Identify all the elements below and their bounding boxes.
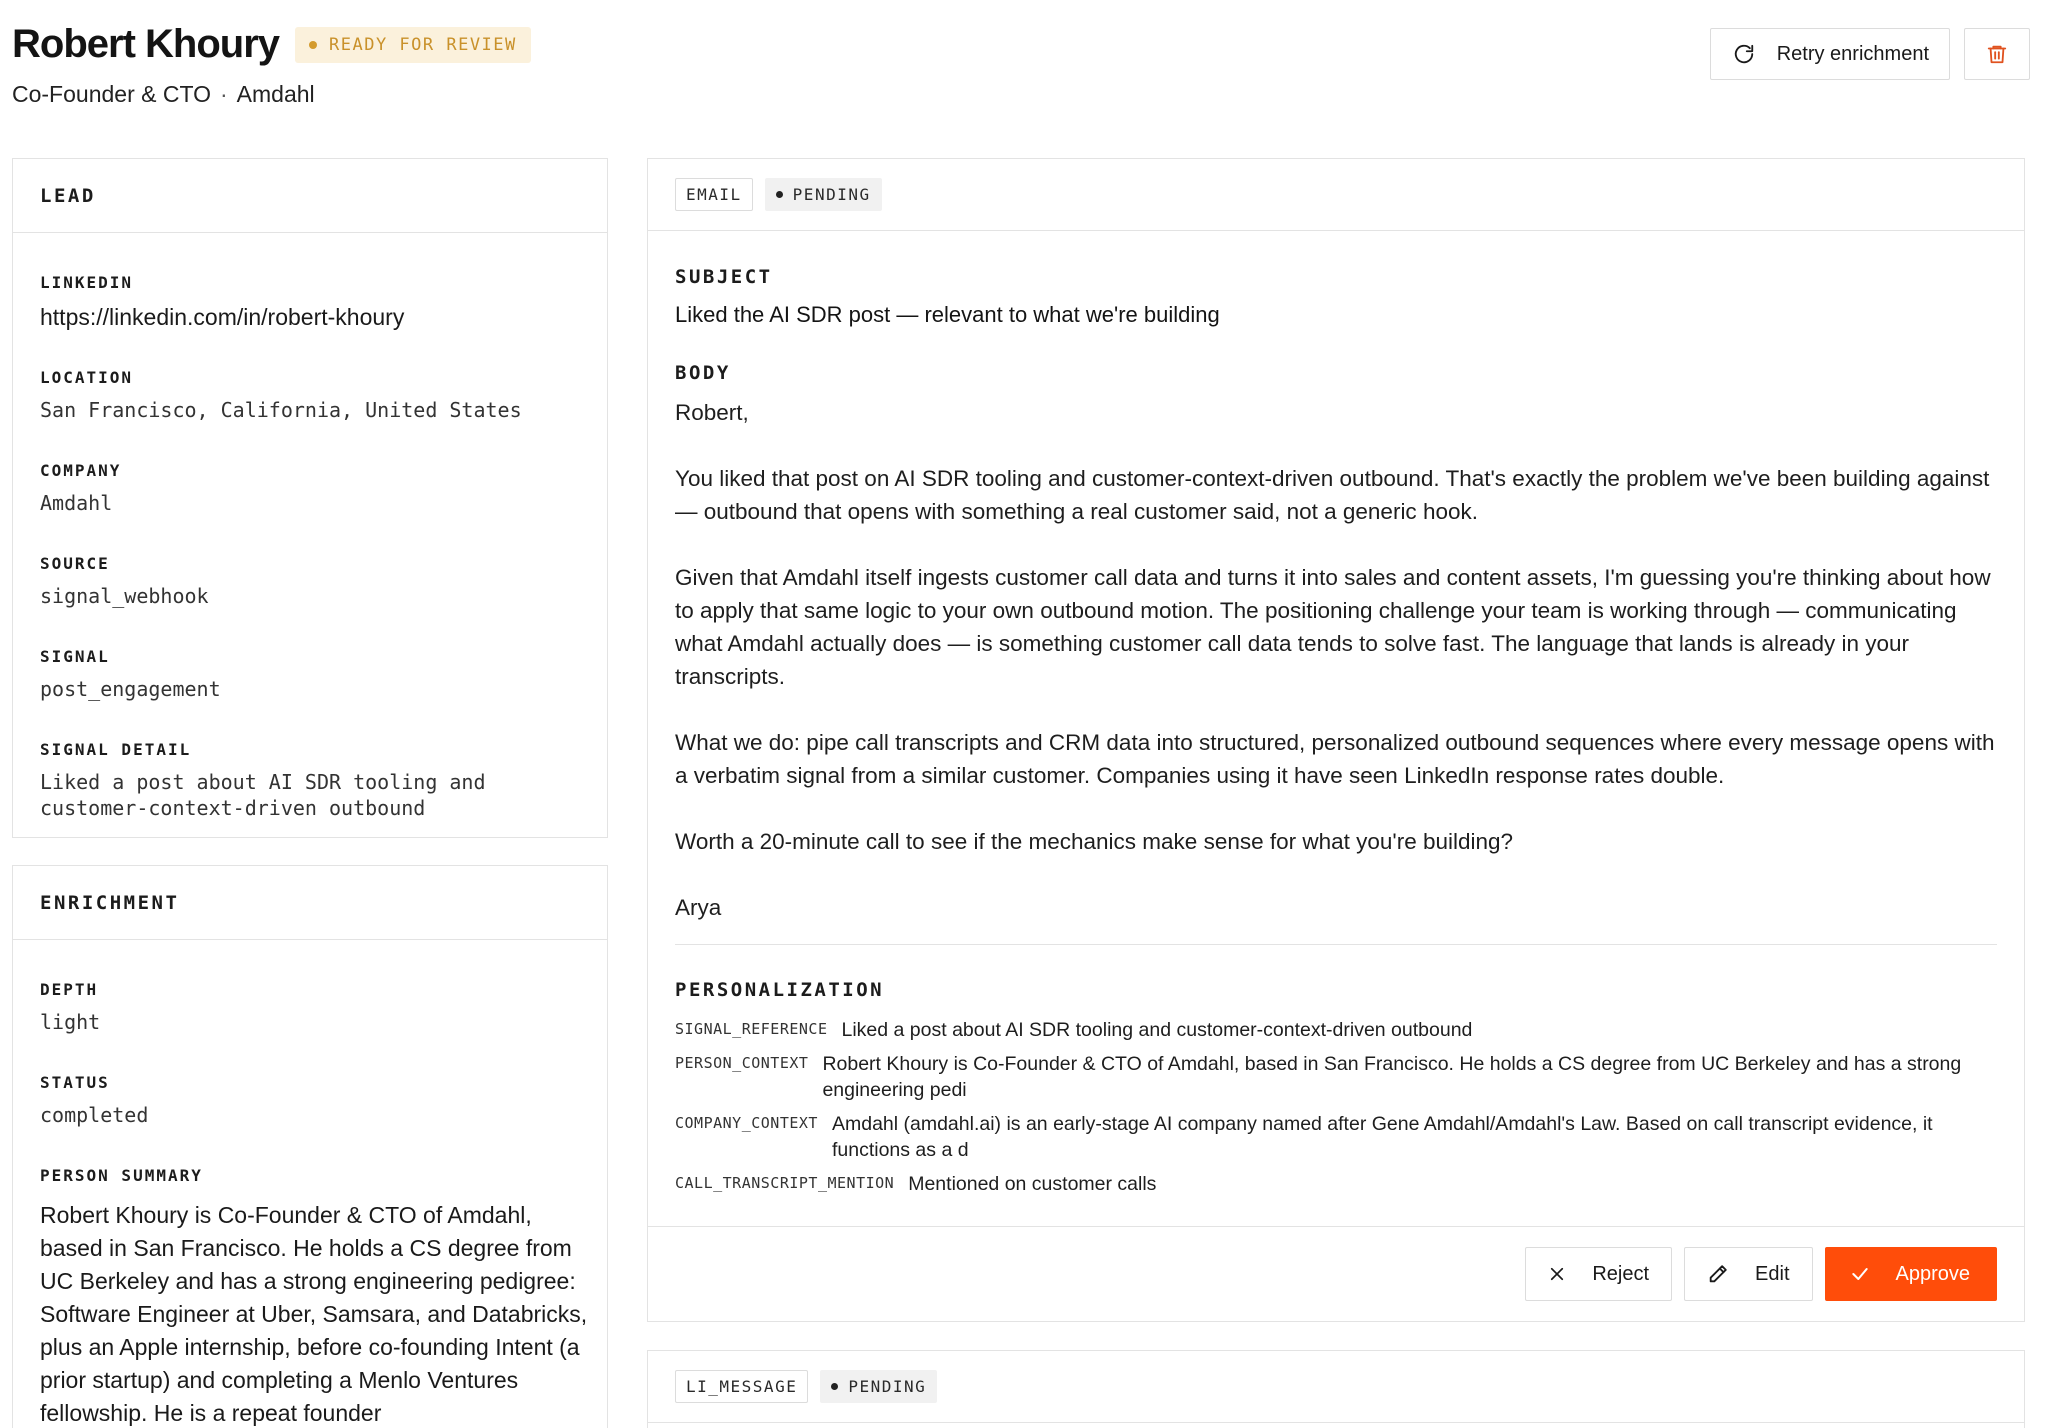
- field-label: SIGNAL: [40, 647, 110, 666]
- field-label: SOURCE: [40, 554, 110, 573]
- field-label: STATUS: [40, 1073, 110, 1092]
- field-value: Amdahl: [40, 491, 113, 515]
- field-signal: [13, 647, 607, 702]
- personalization-label: PERSONALIZATION: [675, 979, 885, 1001]
- linkedin-link[interactable]: https://linkedin.com/in/robert-khoury: [40, 304, 405, 330]
- body-paragraph: Robert,: [675, 400, 749, 425]
- lead-panel: [12, 158, 608, 838]
- status-dot-icon: [309, 41, 317, 49]
- body-signature: Arya: [675, 895, 722, 920]
- field-value: signal_webhook: [40, 584, 209, 608]
- body-paragraph: Given that Amdahl itself ingests customer call data and turns it into sales and content assets, I'm guessing you're thinking about how to apply that same logic to your own outbound motion. The positioning challenge your team is working through — communicating what Amdahl actually does — is something customer call data tends to solve fast. The language that lands is already in your transcripts.: [675, 565, 1991, 689]
- edit-label: Edit: [1755, 1262, 1790, 1285]
- field-label: LOCATION: [40, 368, 134, 387]
- lead-company: Amdahl: [236, 81, 315, 107]
- retry-enrichment-button[interactable]: [1710, 28, 1950, 80]
- field-value: San Francisco, California, United States: [40, 398, 522, 422]
- field-label: LINKEDIN: [40, 273, 134, 292]
- personalization-key: PERSON_CONTEXT: [675, 1054, 809, 1072]
- channel-tag: LI_MESSAGE: [675, 1370, 808, 1403]
- personalization-item: [675, 1171, 1997, 1197]
- pending-dot-icon: [831, 1383, 838, 1390]
- edit-button[interactable]: [1684, 1247, 1812, 1301]
- field-linkedin: [13, 273, 607, 330]
- field-company: [13, 461, 607, 516]
- field-label: DEPTH: [40, 980, 99, 999]
- approve-label: Approve: [1895, 1262, 1970, 1285]
- personalization-list: [675, 1017, 1997, 1197]
- personalization-key: COMPANY_CONTEXT: [675, 1114, 818, 1132]
- divider: [675, 944, 1997, 945]
- body-paragraph: Worth a 20-minute call to see if the mechanics make sense for what you're building?: [675, 829, 1514, 854]
- field-label: SIGNAL DETAIL: [40, 740, 192, 759]
- field-label: COMPANY: [40, 461, 122, 480]
- field-depth: [13, 980, 607, 1035]
- body-paragraph: You liked that post on AI SDR tooling and customer-context-driven outbound. That's exactly the problem we've been building against — outbound that opens with something a real customer said, not a generic hook.: [675, 466, 1990, 524]
- lead-panel-header: [13, 159, 607, 233]
- field-status: [13, 1073, 607, 1128]
- email-subject: Liked the AI SDR post — relevant to what we're building: [675, 302, 1220, 327]
- personalization-item: [675, 1051, 1997, 1103]
- subject-label: SUBJECT: [675, 266, 773, 288]
- lead-role: Co-Founder & CTO: [12, 81, 211, 107]
- personalization-item: [675, 1017, 1997, 1043]
- personalization-value: Mentioned on customer calls: [908, 1173, 1157, 1195]
- refresh-icon: [1733, 43, 1755, 65]
- li-message-panel-header: [648, 1351, 2024, 1423]
- trash-icon: [1986, 43, 2008, 65]
- status-badge-label: READY FOR REVIEW: [329, 34, 517, 55]
- body-paragraph: What we do: pipe call transcripts and CRM data into structured, personalized outbound sequences where every message opens with a verbatim signal from a similar customer. Companies using it have seen LinkedIn response rates double.: [675, 730, 1995, 788]
- field-person-summary: [13, 1166, 607, 1428]
- pending-label: PENDING: [848, 1377, 927, 1396]
- page-header: [12, 22, 2036, 122]
- header-actions: [1710, 28, 2030, 80]
- approve-button[interactable]: [1825, 1247, 1998, 1301]
- email-draft-panel: [647, 158, 2025, 1322]
- field-value: completed: [40, 1103, 149, 1127]
- delete-button[interactable]: [1964, 28, 2030, 80]
- email-actions-bar: [648, 1226, 2024, 1321]
- personalization-key: CALL_TRANSCRIPT_MENTION: [675, 1174, 895, 1192]
- subtitle-separator: ·: [219, 81, 228, 107]
- field-value: post_engagement: [40, 677, 221, 701]
- personalization-value: Amdahl (amdahl.ai) is an early-stage AI company named after Gene Amdahl/Amdahl's Law. Based on call transcript evidence, it functions as a d: [831, 1113, 1933, 1161]
- channel-tag: EMAIL: [675, 178, 753, 211]
- checkmark-icon: [1850, 1264, 1870, 1284]
- email-panel-header: [648, 159, 2024, 231]
- personalization-item: [675, 1111, 1997, 1163]
- reject-label: Reject: [1592, 1262, 1650, 1285]
- personalization-value: Liked a post about AI SDR tooling and customer-context-driven outbound: [841, 1019, 1473, 1041]
- field-source: [13, 554, 607, 609]
- field-location: [13, 368, 607, 423]
- pending-dot-icon: [776, 191, 783, 198]
- field-signal-detail: [13, 740, 607, 821]
- field-label: PERSON SUMMARY: [40, 1166, 203, 1185]
- pending-badge: [765, 178, 882, 211]
- pending-label: PENDING: [792, 185, 871, 204]
- pending-badge: [820, 1370, 937, 1403]
- status-badge: [295, 27, 531, 63]
- close-icon: [1548, 1265, 1566, 1283]
- personalization-key: SIGNAL_REFERENCE: [675, 1020, 828, 1038]
- field-value: Robert Khoury is Co-Founder & CTO of Amdahl, based in San Francisco. He holds a CS degree from UC Berkeley and has a strong engineering pedigree: Software Engineer at Uber, Samsara, and Databricks, plus an Apple internship, before co-founding Intent (a prior startup) and completing a Menlo Ventures fellowship. He is a repeat founder: [40, 1202, 588, 1426]
- page-title: Robert Khoury: [12, 22, 279, 66]
- field-value: Liked a post about AI SDR tooling and customer-context-driven outbound: [40, 770, 486, 820]
- retry-enrichment-label: Retry enrichment: [1776, 42, 1929, 65]
- reject-button[interactable]: [1525, 1247, 1672, 1301]
- lead-subtitle: [12, 81, 2036, 108]
- pencil-icon: [1707, 1263, 1729, 1285]
- personalization-value: Robert Khoury is Co-Founder & CTO of Amdahl, based in San Francisco. He holds a CS degree from UC Berkeley and has a strong engineering pedi: [822, 1053, 1962, 1101]
- enrichment-panel-title: ENRICHMENT: [40, 891, 180, 914]
- li-message-panel: [647, 1350, 2025, 1428]
- body-label: BODY: [675, 362, 731, 384]
- email-body: [675, 396, 1997, 924]
- lead-panel-title: LEAD: [40, 184, 96, 207]
- enrichment-panel-header: [13, 866, 607, 940]
- enrichment-panel: [12, 865, 608, 1428]
- field-value: light: [40, 1010, 101, 1034]
